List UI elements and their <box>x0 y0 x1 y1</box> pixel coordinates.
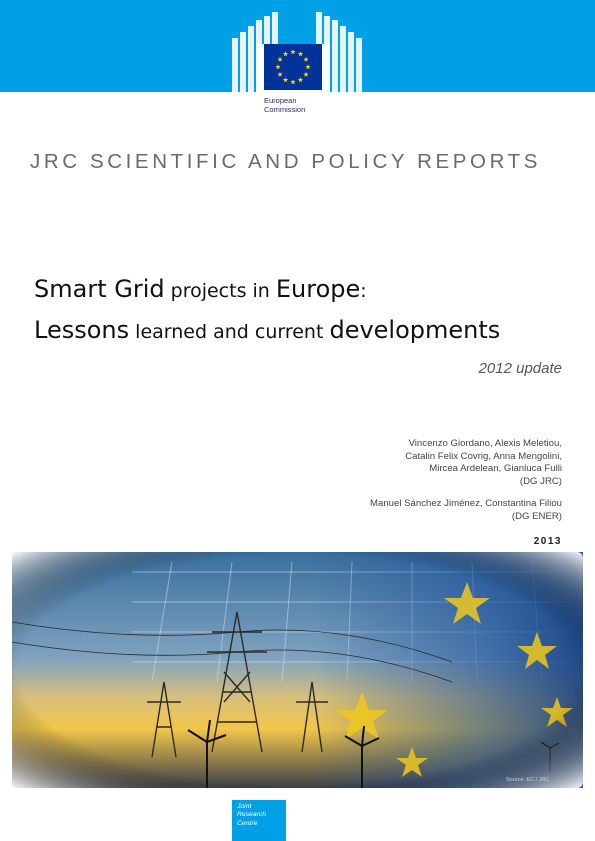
author-affiliation: (DG ENER) <box>511 510 562 522</box>
title-segment: projects in <box>164 280 276 302</box>
org-line1: European <box>264 96 297 105</box>
title-line-1 <box>34 270 574 311</box>
org-line2: Commission <box>264 105 306 114</box>
jrc-logo-line: Centre <box>237 819 258 827</box>
cover-image <box>12 552 583 788</box>
series-title: JRC SCIENTIFIC AND POLICY REPORTS <box>30 150 542 173</box>
report-title <box>34 270 574 352</box>
eu-flag-icon <box>264 44 322 90</box>
title-segment: learned and current <box>129 321 330 343</box>
author-line: Vincenzo Giordano, Alexis Meletiou, <box>408 438 562 449</box>
author-line: Catalin Felix Covrig, Anna Mengolini, <box>405 450 562 462</box>
title-segment: Smart Grid <box>34 275 165 303</box>
jrc-logo-line: Joint <box>237 803 252 810</box>
ec-logo <box>256 44 330 122</box>
image-credit: Source: EC / JRC <box>506 777 550 783</box>
title-segment: : <box>360 280 367 302</box>
jrc-logo <box>232 800 286 841</box>
jrc-logo-line: Research <box>237 811 267 819</box>
title-line-2 <box>34 311 574 352</box>
author-line: Mircea Ardelean, Gianluca Fulli <box>429 463 562 475</box>
ec-logo-text <box>264 96 330 114</box>
title-segment: Europe <box>275 275 361 303</box>
title-segment: Lessons <box>34 316 130 344</box>
author-line: Manuel Sánchez Jiménez, Constantina Filiou <box>370 498 562 510</box>
title-segment: developments <box>329 316 501 344</box>
author-affiliation: (DG JRC) <box>519 475 562 487</box>
publication-year: 2013 <box>533 536 562 547</box>
report-subtitle: 2012 update <box>478 360 562 377</box>
authors-block <box>370 438 562 524</box>
